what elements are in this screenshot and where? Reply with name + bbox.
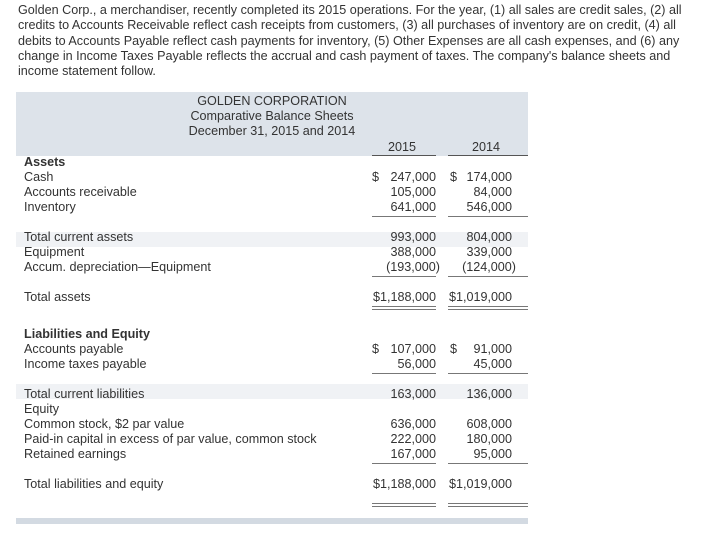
- table-footer-bar: [16, 518, 528, 524]
- value-2014: 136,000: [466, 387, 512, 401]
- table-row: [16, 245, 528, 260]
- statement-date: December 31, 2015 and 2014: [188, 124, 356, 138]
- table-row: [16, 432, 528, 447]
- total-double-rule: [448, 503, 528, 504]
- value-2015: 222,000: [390, 432, 436, 446]
- value-2014: $1,019,000: [448, 477, 512, 491]
- row-label: Total current liabilities: [24, 387, 145, 401]
- column-2014: 2014: [471, 140, 501, 154]
- row-label: Total assets: [24, 290, 91, 304]
- subtotal-rule: [372, 276, 436, 277]
- value-2014: 608,000: [466, 417, 512, 431]
- subtotal-rule: [448, 463, 528, 464]
- assets-heading: Assets: [24, 155, 66, 169]
- row-label: Income taxes payable: [24, 357, 147, 371]
- value-2014: 45,000: [473, 357, 512, 371]
- value-2014: 546,000: [466, 200, 512, 214]
- row-label: Cash: [24, 170, 54, 184]
- value-2015: 56,000: [397, 357, 436, 371]
- table-row: [16, 402, 528, 417]
- subtotal-rule: [448, 276, 528, 277]
- value-2015: $1,188,000: [372, 290, 436, 304]
- value-2014: 339,000: [466, 245, 512, 259]
- currency-symbol: $: [372, 342, 380, 356]
- liabilities-equity-heading: Liabilities and Equity: [24, 327, 150, 341]
- value-2015: 993,000: [390, 230, 436, 244]
- table-row: [16, 200, 528, 215]
- row-label: Common stock, $2 par value: [24, 417, 185, 431]
- subtotal-rule: [448, 373, 528, 374]
- total-double-rule: [448, 506, 528, 507]
- value-2014: (124,000): [462, 260, 516, 274]
- subtotal-rule: [448, 216, 528, 217]
- value-2014: 174,000: [466, 170, 512, 184]
- value-2014: 95,000: [473, 447, 512, 461]
- value-2015: 388,000: [390, 245, 436, 259]
- subtotal-rule: [372, 463, 436, 464]
- row-label: Retained earnings: [24, 447, 127, 461]
- table-row: [16, 260, 528, 275]
- value-2014: 180,000: [466, 432, 512, 446]
- value-2015: 163,000: [390, 387, 436, 401]
- table-row: [16, 185, 528, 200]
- table-row: [16, 387, 528, 402]
- value-2014: 804,000: [466, 230, 512, 244]
- total-double-rule: [372, 309, 436, 310]
- value-2014: 84,000: [473, 185, 512, 199]
- row-label: Accounts payable: [24, 342, 124, 356]
- table-row: [16, 477, 528, 492]
- subtotal-rule: [372, 373, 436, 374]
- row-label: Total current assets: [24, 230, 134, 244]
- problem-intro: Golden Corp., a merchandiser, recently completed its 2015 operations. For the year, (1) all sales are credit sales, (2) all credits to Accounts Receivable reflect cash receipts from customers, (3) all purchases of inventory are on credit, (4) all debits to Accounts Payable reflect cash payments for inventory, (5) Other Expenses are all cash expenses, and (6) any change in Income Taxes Payable reflects the accrual and cash payment of taxes. The company's balance sheets and income statement follow.: [18, 3, 682, 79]
- table-row: [16, 170, 528, 185]
- value-2015: $1,188,000: [372, 477, 436, 491]
- total-double-rule: [372, 306, 436, 307]
- table-row: [16, 357, 528, 372]
- value-2015: 107,000: [390, 342, 436, 356]
- table-row: [16, 342, 528, 357]
- value-2014: 91,000: [473, 342, 512, 356]
- value-2014: $1,019,000: [448, 290, 512, 304]
- table-row: [16, 447, 528, 462]
- value-2015: 636,000: [390, 417, 436, 431]
- statement-title: Comparative Balance Sheets: [190, 109, 354, 123]
- table-header: [16, 92, 528, 156]
- row-label: Inventory: [24, 200, 76, 214]
- table-row: [16, 327, 528, 342]
- row-label: Paid-in capital in excess of par value, common stock: [24, 432, 317, 446]
- equity-heading: Equity: [24, 402, 60, 416]
- currency-symbol: $: [372, 170, 380, 184]
- value-2015: 641,000: [390, 200, 436, 214]
- value-2015: 247,000: [390, 170, 436, 184]
- row-label: Accounts receivable: [24, 185, 137, 199]
- value-2015: 167,000: [390, 447, 436, 461]
- value-2015: 105,000: [390, 185, 436, 199]
- total-double-rule: [372, 506, 436, 507]
- total-double-rule: [448, 306, 528, 307]
- company-name: GOLDEN CORPORATION: [197, 94, 347, 108]
- table-row: [16, 290, 528, 305]
- balance-sheet-table: [16, 92, 528, 525]
- currency-symbol: $: [450, 342, 458, 356]
- row-label: Equipment: [24, 245, 85, 259]
- row-label: Accum. depreciation—Equipment: [24, 260, 211, 274]
- total-double-rule: [372, 503, 436, 504]
- table-row: [16, 155, 528, 170]
- row-label: Total liabilities and equity: [24, 477, 164, 491]
- total-double-rule: [448, 309, 528, 310]
- currency-symbol: $: [450, 170, 458, 184]
- table-row: [16, 417, 528, 432]
- subtotal-rule: [372, 216, 436, 217]
- value-2015: (193,000): [386, 260, 440, 274]
- column-2015: 2015: [387, 140, 417, 154]
- table-row: [16, 230, 528, 245]
